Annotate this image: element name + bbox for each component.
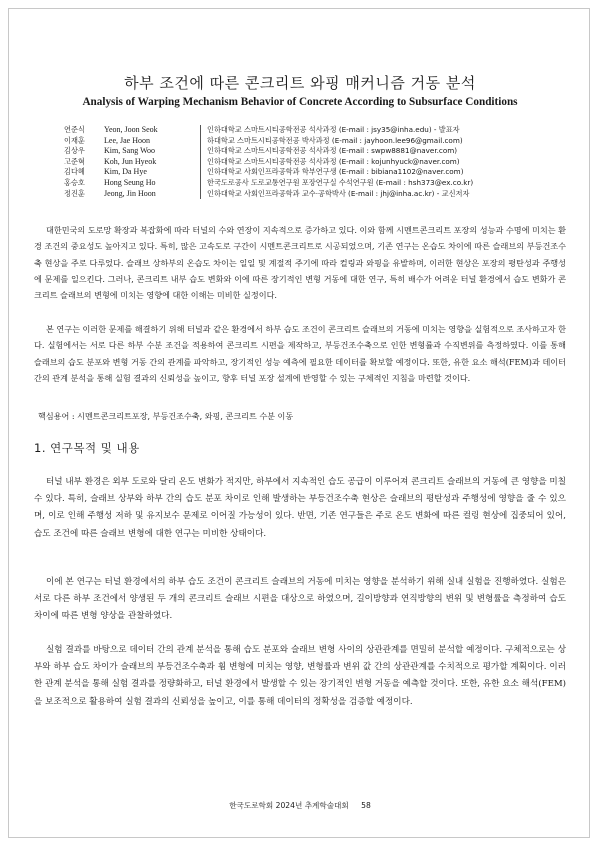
author-name-ko: 연준식 xyxy=(64,125,85,134)
abstract-text: 본 연구는 이러한 문제를 해결하기 위해 터널과 같은 환경에서 하부 습도 조건이 콘크리트 슬래브의 거동에 미치는 영향을 실험적으로 조사하고자 한다. 실험에서는 서로 다른 하부 수분 조건을 적용하여 콘크리트 시편을 제작하고, 부등건조수축으로 인한 변형률과 수직변위를 측정하였다. 이를 통해 슬래브의 습도 분포와 변형 거동 간의 관계를 파악하고, 장기적인 성능 예측에 필요한 데이터를 확보할 예정이다. 또한, 유한 요소 해석(FEM)과 데이터 간의 관계 분석을 통해 실험 결과의 신뢰성을 높이고, 향후 터널 포장 설계에 반영할 수 있는 구체적인 지침을 마련할 것이다. xyxy=(34,324,567,383)
author-affiliation: 하대학교 스마트시티공학전공 박사과정 (E-mail : jayhoon.lee96@gmail.com) xyxy=(200,136,463,147)
body-text: 실험 결과를 바탕으로 데이터 간의 관계 분석을 통해 습도 분포와 슬래브 변형 사이의 상관관계를 면밀히 분석할 예정이다. 구체적으로는 상부와 하부 습도 차이가 슬래브의 부등건조수축과 휨 변형에 미치는 영향, 변형률과 변위 값 간의 상관관계를 수치적으로 평가할 계획이다. 이러한 관계 분석을 통해 실험 결과를 정량화하고, 터널 환경에서 발생할 수 있는 장기적인 변형 거동을 예측할 것이다. 또한, 유한 요소 해석(FEM)을 보조적으로 활용하여 실험 결과의 신뢰성을 높이고, 이를 통해 데이터의 정확성을 검증할 예정이다. xyxy=(34,645,566,707)
section-heading: 1. 연구목적 및 내용 xyxy=(34,441,140,455)
paper-title-english: Analysis of Warping Mechanism Behavior of Concrete According to Subsurface Conditions xyxy=(82,96,518,108)
author-name-ko: 고준혁 xyxy=(64,156,85,166)
author-name-en: Koh, Jun Hyeok xyxy=(104,156,157,166)
author-affiliation: 인하대학교 스마트시티공학전공 석사과정 (E-mail : kojunhyuck@naver.com) xyxy=(200,157,460,168)
author-name-en: Jeong, Jin Hoon xyxy=(104,188,156,198)
author-affiliation: 인하대학교 스마트시티공학전공 석사과정 (E-mail : jsy35@inha.edu) - 발표자 xyxy=(200,125,460,136)
author-name-ko: 정진훈 xyxy=(64,188,85,198)
author-affiliation: 인하대학교 사회인프라공학과 교수·공학박사 (E-mail : jhj@inha.ac.kr) - 교신저자 xyxy=(200,189,469,200)
author-name-en: Kim, Sang Woo xyxy=(104,146,155,156)
author-row xyxy=(64,146,564,157)
author-name-en: Kim, Da Hye xyxy=(104,167,147,177)
abstract-paragraph-2 xyxy=(34,321,566,386)
author-row xyxy=(64,136,564,147)
author-name-ko: 김상우 xyxy=(64,146,85,156)
body-paragraph-1 xyxy=(34,474,566,543)
author-name-en: Yeon, Joon Seok xyxy=(104,125,158,134)
author-row xyxy=(64,178,564,189)
author-name-ko: 이재훈 xyxy=(64,135,85,145)
author-name-en: Hong Seung Ho xyxy=(104,177,156,187)
author-row xyxy=(64,189,564,200)
abstract-paragraph-1 xyxy=(34,222,566,303)
abstract-text: 대한민국의 도로망 확장과 복잡화에 따라 터널의 수와 연장이 지속적으로 증가하고 있다. 이와 함께 시멘트콘크리트 포장의 성능과 수명에 미치는 환경 조건의 중요성도 높아지고 있다. 특히, 많은 고속도로 구간이 시멘트콘크리트로 시공되었으며, 기존 연구는 온습도 차이에 따른 슬래브의 부등건조수축 현상을 주로 다루었다. 슬래브 상하부의 온습도 차이는 일일 및 계절적 주기에 따라 컬링과 와핑을 유발하며, 이러한 현상은 포장의 평탄성과 주행성에 문제를 일으킨다. 그러나, 콘크리트 내부 습도 변화와 이에 따른 장기적인 변형 거동에 대한 연구, 특히 배수가 어려운 터널 환경에서 습도 변화가 콘크리트 슬래브의 변형에 미치는 영향에 대한 이해는 미비한 실정이다. xyxy=(34,225,567,301)
paper-title-korean: 하부 조건에 따른 콘크리트 와핑 매커니즘 거동 분석 xyxy=(124,74,476,92)
author-affiliation: 인하대학교 스마트시티공학전공 석사과정 (E-mail : swpw8881@naver.com) xyxy=(200,146,457,157)
conference-name: 한국도로학회 2024년 추계학술대회 xyxy=(229,801,349,810)
author-name-ko: 김다혜 xyxy=(64,167,85,177)
author-affiliation: 인하대학교 사회인프라공학과 학부연구생 (E-mail : bibiana1102@naver.com) xyxy=(200,167,464,178)
page-footer xyxy=(0,800,600,811)
author-row xyxy=(64,125,564,136)
author-affiliation: 한국도로공사 도로교통연구원 포장연구실 수석연구원 (E-mail : hsh373@ex.co.kr) xyxy=(200,178,473,189)
keywords: 핵심용어 : 시멘트콘크리트포장, 부등건조수축, 와핑, 콘크리트 수분 이동 xyxy=(38,411,294,421)
author-row xyxy=(64,167,564,178)
body-paragraph-3 xyxy=(34,642,566,711)
author-row xyxy=(64,157,564,168)
body-text: 터널 내부 환경은 외부 도로와 달리 온도 변화가 적지만, 하부에서 지속적인 습도 공급이 이루어져 콘크리트 슬래브의 거동에 큰 영향을 미칠 수 있다. 특히, 슬래브 상부와 하부 간의 습도 분포 차이로 인해 발생하는 부등건조수축 현상은 슬래브의 평탄성과 주행성에 영향을 줄 수 있으며, 이로 인해 주행성 저하 및 유지보수 문제로 이어질 가능성이 있다. 반면, 기존 연구들은 주로 온도 변화에 따른 컬링 현상에 집중되어 있어, 습도 조건에 따른 슬래브 변형에 대한 연구는 미비한 상태이다. xyxy=(34,477,566,539)
body-paragraph-2 xyxy=(34,574,566,626)
body-text: 이에 본 연구는 터널 환경에서의 하부 습도 조건이 콘크리트 슬래브의 거동에 미치는 영향을 분석하기 위해 실내 실험을 진행하였다. 실험은 서로 다른 하부 조건에서 양생된 두 개의 콘크리트 슬래브 시편을 대상으로 하였으며, 길이방향과 연직방향의 변위 및 변형률을 측정하여 습도 차이에 따른 변형 양상을 관찰하였다. xyxy=(34,577,566,622)
author-list xyxy=(64,125,564,199)
author-name-ko: 홍승호 xyxy=(64,177,85,187)
page-number: 58 xyxy=(361,801,371,810)
author-name-en: Lee, Jae Hoon xyxy=(104,135,150,145)
